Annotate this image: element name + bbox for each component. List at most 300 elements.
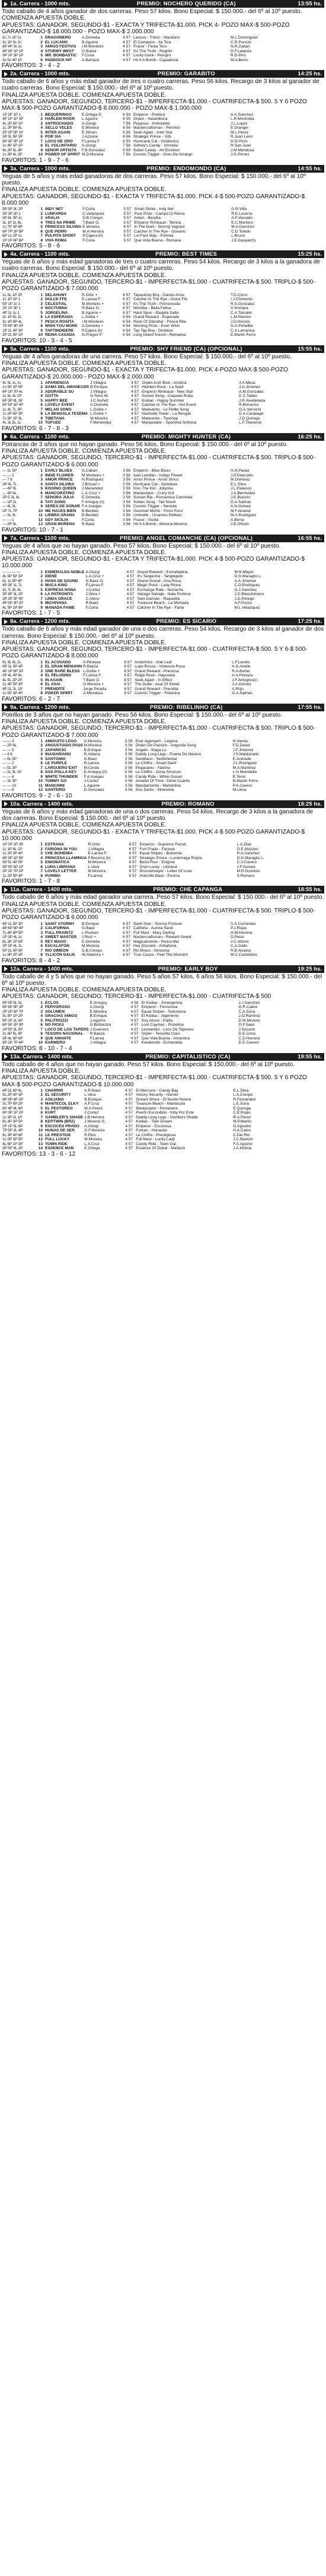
trainer-name: G.R.Villa xyxy=(231,207,247,212)
saddle-number: 12 xyxy=(38,517,43,522)
age-weight: 5 57 xyxy=(123,216,132,221)
age-weight: 3 56 xyxy=(123,513,130,518)
saddle-number: 1 xyxy=(40,469,43,473)
horse-name: EL PELUDINO xyxy=(45,673,72,678)
horse-name: ASILIANO xyxy=(45,1097,64,1102)
recent-performance: 7P 6P 3P 2P xyxy=(2,324,24,329)
race-section xyxy=(0,345,326,432)
age-weight: 5 57 xyxy=(123,207,132,212)
saddle-number: 6 xyxy=(40,58,43,62)
saddle-number: 2 xyxy=(40,743,43,748)
jockey-name: F.A.Iruegas xyxy=(82,504,102,509)
pedigree: Manipulator - Pestanera xyxy=(136,1106,178,1111)
jockey-name: B.Enrique xyxy=(84,1097,102,1102)
pedigree: Smart Strike - Indy Net xyxy=(134,207,174,212)
entry-row xyxy=(2,570,324,575)
entry-row xyxy=(2,869,324,874)
horse-name: TAPTINDIDERE xyxy=(45,328,74,333)
horse-name: VIVA ROMA xyxy=(45,238,67,243)
age-weight: 3 56 xyxy=(124,748,133,752)
trainer-name: C.D.Toledo xyxy=(231,229,251,234)
race-condition-line: Yeguas de 4 años que no hayan ganado. Peso 57 kilos. Bono Especial: $ 150.000.- del 6º al 10º puesto. xyxy=(2,542,281,549)
pedigree: Emperor Rimbaud - New Star xyxy=(142,389,193,394)
saddle-number: 6 xyxy=(40,1111,43,1115)
age-weight: 4 57 xyxy=(123,44,130,49)
trainer-name: A.N.Gomez xyxy=(231,504,251,509)
recent-performance: 1c 3P 4L 2P xyxy=(2,152,23,157)
horse-name: INDY NET xyxy=(45,207,63,212)
entry-row xyxy=(2,1128,324,1133)
play-triangle-icon xyxy=(4,252,8,257)
horse-name: PESCA ROSITA xyxy=(45,319,74,324)
trainer-name: E.Andrade xyxy=(232,756,251,761)
jockey-name: R.Aldana xyxy=(84,752,100,757)
trainer-name: G.Agostini xyxy=(233,1124,251,1128)
jockey-name: D.Caban xyxy=(82,469,98,473)
jockey-name: R.Baez O. xyxy=(82,306,100,311)
jockey-name: R.Baeza xyxy=(83,664,98,669)
favorites-line: FAVORITOS: 1 - 7 - 5 xyxy=(2,610,60,617)
recent-performance: 6P 3P 1P 2P xyxy=(2,1111,24,1115)
age-weight: 3 56 xyxy=(124,756,133,761)
trainer-name: L.M.Ramon xyxy=(231,315,251,320)
horse-name: FERVOROSO xyxy=(45,1005,71,1010)
horse-name: ME HACES BIEN xyxy=(45,508,76,513)
age-weight: 4 57 xyxy=(126,587,135,592)
trainer-name: F.D.David xyxy=(232,743,250,748)
saddle-number: 7 xyxy=(40,319,43,324)
horse-name: LA ESPERADA xyxy=(45,315,73,320)
recent-performance: 8P 5P 5L 5L xyxy=(2,1000,23,1005)
horse-name: SANTONIO xyxy=(45,756,66,761)
saddle-number: 2 xyxy=(40,574,43,579)
race-time: 14:25 hs. xyxy=(298,71,322,78)
jockey-name: R.Baez xyxy=(82,522,95,527)
entry-row xyxy=(2,851,324,856)
trainer-name: O.F.Saez xyxy=(238,1023,255,1028)
saddle-number: 7 xyxy=(40,686,43,691)
trainer-name: L.R.Morinoba xyxy=(231,117,254,122)
saddle-number: 9 xyxy=(40,1036,43,1041)
entry-row xyxy=(2,394,324,399)
pedigree: Lupo Rosso - Violencia Rosa xyxy=(135,664,186,669)
horse-name: HUNAS DE SER xyxy=(45,1128,75,1133)
recent-performance: 6P 1P 7P 4c xyxy=(2,389,23,394)
trainer-name: G.R.Calesi xyxy=(238,1005,258,1010)
age-weight: 6 59 xyxy=(123,117,130,122)
jockey-name: J.Cortez xyxy=(84,779,99,784)
recent-performance: 8P 3P 4P 2P xyxy=(2,1097,24,1102)
saddle-number: 1 xyxy=(40,1088,43,1093)
saddle-number: 11 xyxy=(39,513,43,518)
race-condition-line: APUESTAS: GANADOR, SEGUNDO, TERCERO-$1 - IMPERFECTA-$1.000 - CUATRIFECTA-$ 500. 5 Y 6 POZO MAX-$ 500-POZO GARANTIZADO-$ 10.000.000 xyxy=(2,1074,307,1088)
jockey-name: E.Larrea F. xyxy=(88,851,107,856)
entry-row xyxy=(2,752,324,757)
race-condition-line: Todo caballo de 4 y 5 años que no hayan ganado. Peso 5 años 57 kilos, 6 años 56 kilos. Bono Especial: $ 150.000.- del 6º al 10º puesto. xyxy=(2,973,322,987)
saddle-number: 10 xyxy=(38,508,43,513)
jockey-name: F.Menendez xyxy=(90,421,112,425)
jockey-name: G.Pragos P. xyxy=(82,333,103,338)
jockey-name: E.Moreira xyxy=(82,225,100,230)
pedigree: Orpen Arch Bow - Aristica xyxy=(142,380,187,385)
saddle-number: 4 xyxy=(40,394,43,399)
entry-row xyxy=(2,329,324,333)
age-weight: 4 57 xyxy=(125,1111,133,1115)
pedigree: Seek Again - Inter Star xyxy=(133,130,173,135)
trainer-name: J.G.Perego xyxy=(234,596,254,601)
recent-performance: 3P 4L 7L xyxy=(2,482,17,486)
trainer-name: H.M.Herrera xyxy=(231,930,253,935)
saddle-number: 3 xyxy=(40,578,43,583)
horse-name: SOS POLLA KEY xyxy=(45,770,77,775)
trainer-name: G.F.Lalanza xyxy=(231,49,252,53)
horse-name: SANTERIO xyxy=(45,788,66,793)
recent-performance: 3P 4P 3L 2P xyxy=(2,592,23,597)
race-time: 18:25 hs. xyxy=(298,800,322,807)
pedigree: Le Chiffre - Smart Saint xyxy=(135,761,177,766)
recent-performance: 3P 4L 6P 6P xyxy=(2,1036,23,1041)
saddle-number: 8 xyxy=(40,324,43,329)
race-condition-line: FINALIZA APUESTA DOBLE. COMIENZA APUESTA DOBLE. xyxy=(2,822,167,829)
saddle-number: 1 xyxy=(40,570,43,574)
pedigree: Mandamiento - Mandolina xyxy=(135,783,181,788)
entry-row xyxy=(2,139,324,144)
favorites-line: FAVORITOS: 10 - 3 - 4 - 5 xyxy=(2,337,72,344)
pedigree: Drosselmeyer - Letter Of Love xyxy=(139,869,192,874)
jockey-name: G.Bottanzini xyxy=(90,1023,111,1028)
pedigree: Magicalmente - Reina Mia xyxy=(133,939,179,944)
jockey-name: D.B.Crespo xyxy=(82,216,103,221)
recent-performance: 5P 2L 5P 6P xyxy=(2,948,23,953)
pedigree: Sam Damian - Raquelita xyxy=(137,596,180,601)
recent-performance: 6P 6P 5P 3P xyxy=(2,1005,24,1010)
trainer-name: A.F.Vassallo xyxy=(231,216,253,221)
play-triangle-icon xyxy=(4,166,8,171)
favorites-line: FAVORITOS: 3 - 4 - 2 xyxy=(2,62,60,69)
entry-row xyxy=(2,58,324,63)
trainer-name: E.Quiroga xyxy=(233,1106,251,1111)
pedigree: Rio Bravo - Simeona xyxy=(133,948,170,953)
entry-row xyxy=(2,743,324,748)
horse-name: KARMERO xyxy=(45,1041,66,1045)
age-weight: 6 57 xyxy=(123,948,130,953)
saddle-number: 8 xyxy=(40,1032,43,1036)
horse-name: SEÑORA JULIA xyxy=(45,495,74,500)
race-condition-line: FINALIZA APUESTA DOBLE. COMIENZA APUESTA DOBLE. xyxy=(2,360,167,367)
race-conditions xyxy=(2,626,324,659)
recent-performance: 8P 2L 5P 4P xyxy=(2,664,23,669)
saddle-number: 4 xyxy=(40,482,43,486)
recent-performance: — 2P 6L xyxy=(2,743,17,748)
recent-performance: 3P 3P 2P 1 xyxy=(2,211,21,216)
trainer-name: J.Gosmin xyxy=(238,1027,255,1032)
saddle-number: 2 xyxy=(40,117,43,122)
horse-name: REINA CASADA xyxy=(45,333,75,338)
age-weight: 6 57 xyxy=(124,682,132,687)
trainer-name: M.Dominici xyxy=(231,478,250,482)
race-prize: PREMIO: BEST TIMES xyxy=(155,251,218,258)
jockey-name: J.Silva + xyxy=(85,592,101,597)
pedigree: Winning Prize - Even Wish xyxy=(133,324,180,329)
saddle-number: 6 xyxy=(40,864,43,869)
entry-row xyxy=(2,324,324,329)
age-weight: 7 56 xyxy=(123,144,130,148)
recent-performance: 1L 1P 2P 1 xyxy=(2,297,21,302)
jockey-name: A.R.Baez xyxy=(84,1088,101,1093)
age-weight: 3 56 xyxy=(123,478,130,482)
age-weight: 3 56 xyxy=(124,743,133,748)
trainer-name: H.N.Pavez xyxy=(231,469,250,473)
play-triangle-icon xyxy=(4,705,8,710)
trainer-name: C.V.Cavero xyxy=(236,860,257,865)
race-prize: PREMIO: SHY FRIEND (CA) (OPCIONAL) xyxy=(130,345,242,352)
pedigree: Seek Again - In Effect xyxy=(135,678,172,682)
pedigree: Montiba - Bella Felisa xyxy=(133,306,171,311)
race-condition-line: FINALIZA APUESTA DOBLE. COMIENZA APUESTA DOBLE. xyxy=(2,718,167,725)
saddle-number: 2 xyxy=(40,664,43,669)
trainer-name: J.M.Mendoza xyxy=(231,148,254,152)
race-header xyxy=(2,618,324,625)
trainer-name: M.L.Dominguez xyxy=(231,36,258,40)
horse-name: TIBETANA xyxy=(45,416,65,421)
horse-name: RIO SIMEON xyxy=(45,948,69,953)
jockey-name: B.Enrique xyxy=(90,1014,107,1019)
age-weight: 4 57 xyxy=(131,403,139,408)
entries-table xyxy=(2,922,324,958)
pedigree: Nashville Tower - La Bengali xyxy=(142,412,191,416)
entry-row xyxy=(2,49,324,54)
horse-name: JAPARICIO xyxy=(45,748,66,752)
race-conditions xyxy=(2,974,324,1000)
play-triangle-icon xyxy=(4,434,8,439)
horse-name: LARGUERO EXIT xyxy=(45,765,78,770)
pedigree: Que Vida Buena - Amantina xyxy=(141,1036,190,1041)
entry-row xyxy=(2,1106,324,1111)
saddle-number: 2 xyxy=(40,211,43,216)
trainer-name: R.San Juan xyxy=(231,144,251,148)
pedigree: Manipulator - Curry Gril xyxy=(133,491,174,495)
entry-row xyxy=(2,588,324,593)
trainer-name: O.J.Sanchez xyxy=(234,587,257,592)
saddle-number: 7 xyxy=(40,234,43,238)
jockey-name: F.Arreguy (h) xyxy=(82,500,105,504)
saddle-number: 9 xyxy=(40,148,43,152)
pedigree: Kodiac - Twin Dream xyxy=(136,1120,172,1124)
age-weight: 7 56 xyxy=(123,121,130,126)
age-weight: 6 56 xyxy=(123,135,130,139)
horse-name: SEÑOR ARTISTA xyxy=(45,148,77,152)
jockey-name: M.A.Perez xyxy=(84,1106,103,1111)
recent-performance: — — 2 xyxy=(2,473,14,478)
jockey-name: L.Goitia + xyxy=(83,669,100,673)
pedigree: Amor Prince - Amor Sinco xyxy=(133,478,178,482)
horse-name: QUE AMANTE xyxy=(45,1036,72,1041)
trainer-name: J.J.Sanchez xyxy=(238,1000,260,1005)
age-weight: 4 57 xyxy=(125,1093,133,1098)
trainer-name: R.A.Burbo xyxy=(232,669,250,673)
race-condition-line: Potrillos de 3 años que no hayan ganado. Peso 56 kilos. Bono Especial: $ 150.000.- del 6º al 10º puesto. xyxy=(2,711,282,718)
trainer-name: A.G.Anello xyxy=(232,664,251,669)
race-conditions xyxy=(2,543,324,570)
jockey-name: F.Coria xyxy=(82,53,94,58)
horse-name: GRAN MORENA xyxy=(45,522,75,527)
race-number: 2a. Carrera - 1000 mts. xyxy=(10,71,71,78)
age-weight: 4 57 xyxy=(125,1115,133,1120)
race-condition-line: FINALIZA APUESTA DOBLE. COMIENZA APUESTA DOBLE. xyxy=(2,549,167,556)
pedigree: Hurricane Cat - Santalvia xyxy=(133,482,177,486)
race-number: 3a. Carrera - 1000 mts. xyxy=(10,165,71,172)
recent-performance: 3P 4L 4P 6L xyxy=(2,673,23,678)
entry-row xyxy=(2,207,324,212)
recent-performance: 1P 2L 4P 3P xyxy=(2,328,23,333)
horse-name: STORMY WEST xyxy=(45,49,74,53)
saddle-number: 4 xyxy=(40,856,43,860)
horse-name: TESORO NACIONAL xyxy=(45,1032,84,1036)
trainer-name: J.A.Molina xyxy=(233,1146,252,1151)
race-conditions xyxy=(2,894,324,921)
saddle-number: 6 xyxy=(40,135,43,139)
entry-row xyxy=(2,403,324,408)
trainer-name: E.C.Montero xyxy=(231,220,254,225)
race-condition-line: APUESTAS: GANADOR, SEGUNDO, TERCERO-$1 - IMPERFECTA-$1.000 - CUATRIFECTA-$ 500. 5 Y 6 POZO MAX-$ 500-POZO GARANTIZADO-$ 8.000.000 - POZO MAX-$ 1.000.000 xyxy=(2,98,307,112)
pedigree: Mastercraftsman - Permiso xyxy=(133,126,181,131)
saddle-number: 10 xyxy=(38,1128,43,1133)
horse-name: MANCHINI xyxy=(45,783,65,788)
entry-row xyxy=(2,513,324,518)
recent-performance: 1P 1P 6P 8P xyxy=(2,238,24,243)
age-weight: 6 57 xyxy=(123,921,130,926)
play-triangle-icon xyxy=(4,536,8,540)
race-number: 5a. Carrera - 1100 mts. xyxy=(10,345,70,352)
age-weight: 3 56 xyxy=(123,522,130,527)
entries-table xyxy=(2,1089,324,1151)
saddle-number: 6 xyxy=(40,592,43,597)
saddle-number: 12 xyxy=(38,1137,43,1142)
entry-row xyxy=(2,518,324,523)
horse-name: ESMERALDA NOBLE xyxy=(45,570,85,574)
race-prize: PREMIO: NOCHERO QUERIDO (CA) xyxy=(136,1,236,7)
entries-table xyxy=(2,842,324,878)
entry-row xyxy=(2,234,324,238)
race-condition-line: Yeguas de 5 años y más edad ganadoras de dos carreras. Peso 57 kilos. Bono Especial: $ 150.000.- del 6º al 10º puesto. xyxy=(2,173,306,186)
jockey-name: J.Cortez xyxy=(84,1111,99,1115)
age-weight: 4 57 xyxy=(131,385,139,390)
horse-name: EL ASAI xyxy=(45,682,60,687)
entry-row xyxy=(2,847,324,852)
pedigree: Lord Caymas - Pickelina xyxy=(141,1023,184,1028)
race-time: 15:25 hs. xyxy=(298,251,322,258)
horse-name: LOVELY EVENT xyxy=(45,403,75,408)
entry-row xyxy=(2,495,324,500)
saddle-number: 4 xyxy=(40,583,43,588)
favorites-line: FAVORITOS: 9 - 2 - 6 - 10 xyxy=(2,792,72,799)
recent-performance: 4L 2P 5L 4P xyxy=(2,148,23,152)
recent-performance: 7c 5P 1P 3L xyxy=(2,416,23,421)
pedigree: Emperor - Blue Blues xyxy=(133,469,171,473)
recent-performance: 4L 5P 1P 9P xyxy=(2,605,23,610)
jockey-name: E.Ortega xyxy=(84,1146,100,1151)
trainer-name: N.R.Gaitan xyxy=(231,44,250,49)
recent-performance: 6L 3L 6L 2L xyxy=(2,660,21,664)
race-section xyxy=(0,70,326,164)
entry-row xyxy=(2,238,324,243)
trainer-name: D.E.Cavero xyxy=(238,1041,259,1045)
entry-row xyxy=(2,691,324,696)
race-conditions xyxy=(2,1061,324,1088)
favorites-line: FAVORITOS: 1 - 9 - 7 - 6 xyxy=(2,157,69,164)
trainer-name: L.A.Diaz xyxy=(236,842,252,847)
entry-row xyxy=(2,1036,324,1041)
saddle-number: 13 xyxy=(38,1141,43,1146)
trainer-name: D.G.Maraglio L. xyxy=(234,574,262,579)
jockey-name: R.Baeza xyxy=(90,1032,105,1036)
horse-name: ECLOS xyxy=(45,1000,59,1005)
entry-row xyxy=(2,579,324,584)
jockey-name: C.Velazquez xyxy=(82,211,105,216)
entry-row xyxy=(2,757,324,762)
trainer-name: M.R.Dominici xyxy=(236,869,260,874)
age-weight: 4 57 xyxy=(125,1120,133,1124)
pedigree: Ridge Rock - Hayuneta xyxy=(135,673,175,678)
horse-name: GAMBLER'S SHADE xyxy=(45,1115,84,1120)
recent-performance: 1P 3P 4L 1c xyxy=(2,935,23,940)
age-weight: 6 57 xyxy=(123,944,130,949)
trainer-name: A.Rojo xyxy=(232,686,244,691)
horse-name: BEQUERINGO xyxy=(45,112,72,117)
saddle-number: 2 xyxy=(40,40,43,44)
age-weight: 4 57 xyxy=(126,596,135,601)
entry-row xyxy=(2,949,324,953)
recent-performance: 9L 5P 1P 2P xyxy=(2,1014,23,1019)
entry-row xyxy=(2,482,324,487)
trainer-name: H.Varela xyxy=(232,739,248,743)
jockey-name: J.Aguirre xyxy=(90,1018,106,1023)
jockey-name: L.Aguirre xyxy=(82,117,98,122)
age-weight: 4 57 xyxy=(125,1133,133,1137)
pedigree: Emperor - Poetisa xyxy=(133,112,165,117)
entry-row xyxy=(2,953,324,958)
horse-name: KEPTWIN (BRZ) xyxy=(45,1120,75,1124)
jockey-name: L.Pucheri xyxy=(82,930,98,935)
age-weight: 6 57 xyxy=(124,691,132,696)
entry-row xyxy=(2,1014,324,1019)
recent-performance: 4L 2P 6P 1P xyxy=(2,121,23,126)
race-condition-line: Todo caballo de 4 años que no hayan ganado. Peso 57 kilos. Bono Especial: $ 150.000.- del 6º al 10º puesto. xyxy=(2,1061,295,1068)
horse-name: APARIENCIA xyxy=(45,380,69,385)
entry-row xyxy=(2,509,324,514)
jockey-name: J.Guerrero xyxy=(90,1027,109,1032)
horse-name: JORGELINA xyxy=(45,310,68,315)
saddle-number: 1 xyxy=(40,921,43,926)
horse-name: SANTA SILVINA xyxy=(45,482,75,486)
pedigree: Rock Of Gibraltar - Pesca Rita xyxy=(133,319,186,324)
recent-performance: 1L 2P 5P 4P xyxy=(2,873,23,878)
horse-name: LE PRESTIGE xyxy=(45,1133,71,1137)
pedigree: Pegasiano - Yakima xyxy=(135,765,171,770)
recent-performance: 5P 5P 3L 2P xyxy=(2,207,23,212)
horse-name: PURIMA xyxy=(45,873,61,878)
saddle-number: 2 xyxy=(40,926,43,931)
saddle-number: 7 xyxy=(40,139,43,144)
horse-name: DRAGONERO xyxy=(45,36,71,40)
recent-performance: — 4P 6L xyxy=(2,491,17,495)
jockey-name: E.Moreira xyxy=(82,126,99,131)
pedigree: Catcher In The Rye - Oceanic xyxy=(134,229,186,234)
pedigree: Pure Prize - Campo Di Roma xyxy=(134,211,185,216)
entry-row xyxy=(2,1032,324,1036)
saddle-number: 7 xyxy=(40,407,43,412)
trainer-name: M.A.Martinez xyxy=(232,765,256,770)
